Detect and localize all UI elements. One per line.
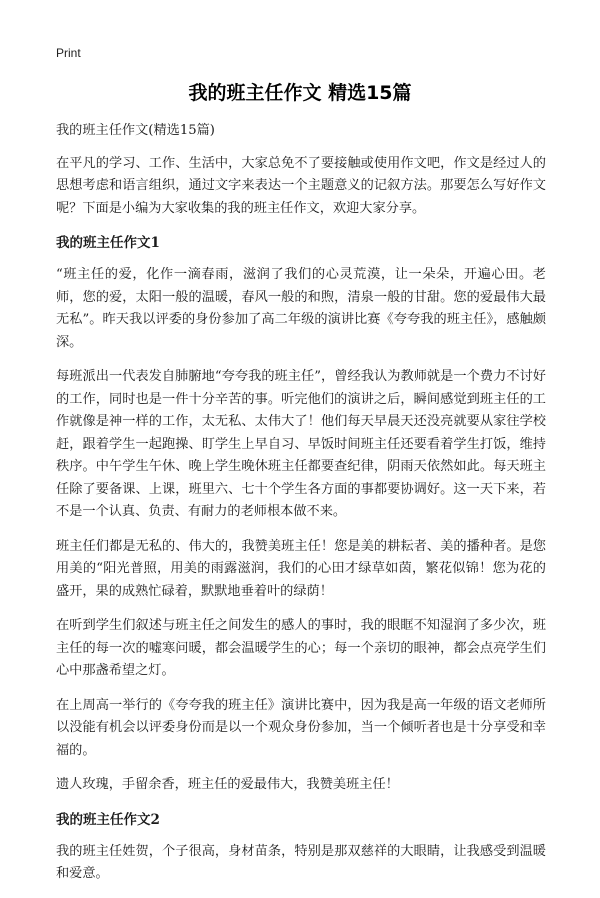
intro-paragraph: 在平凡的学习、工作、生活中，大家总免不了要接触或使用作文吧，作文是经过人的思想考虑和语言组织，通过文字来表达一个主题意义的记叙方法。那要怎么写好作文呢？下面是小编为大家收集的我的班主任作文，欢迎大家分享。 [56,155,546,216]
section-heading: 我的班主任作文2 [56,811,160,828]
article-body [56,120,546,898]
section-heading: 我的班主任作文1 [56,235,160,251]
paragraph: 我的班主任姓贺，个子很高，身材苗条，特别是那双慈祥的大眼睛，让我感受到温暖和爱意。 [56,843,546,881]
print-link[interactable]: Print [56,46,81,60]
paragraph: 在上周高一举行的《夸夸我的班主任》演讲比赛中，因为我是高一年级的语文老师所以没能有机会以评委身份而是以一个观众身份参加，当一个倾听者也是十分享受和幸福的。 [56,697,546,758]
paragraph: 每班派出一代表发自肺腑地“夸夸我的班主任”，曾经我认为教师就是一个费力不讨好的工作，同时也是一件十分辛苦的事。听完他们的演讲之后，瞬间感觉到班主任的工作就像是神一样的工作，太无私、太伟大了！他们每天早晨天还没亮就要从家往学校赶，跟着学生一起跑操、盯学生上早自习、早饭时间班主任还要看着学生打饭，维持秩序。中午学生午休、晚上学生晚休班主任都要查纪律，阴雨天依然如此。每天班主任除了要备课、上课，班里六、七十个学生各方面的事都要协调好。这一天下来，若不是一个认真、负责、有耐力的老师根本做不来。 [56,369,546,519]
paragraph: 班主任们都是无私的、伟大的，我赞美班主任！您是美的耕耘者、美的播种者。是您用美的“阳光普照，用美的雨露滋润，我们的心田才绿草如茵，繁花似锦！您为花的盛开，果的成熟忙碌着，默默地垂着叶的绿荫！ [56,538,546,599]
paragraph: 在听到学生们叙述与班主任之间发生的感人的事时，我的眼眶不知湿润了多少次，班主任的每一次的嘘寒问暖，都会温暖学生的心；每一个亲切的眼神，都会点亮学生们心中那盏希望之灯。 [56,618,546,678]
paragraph: 遗人玫瑰，手留余香，班主任的爱最伟大，我赞美班主任！ [56,777,399,792]
paragraph: “班主任的爱，化作一滴春雨，滋润了我们的心灵荒漠，让一朵朵，开遍心田。老师，您的爱，太阳一般的温暖，春风一般的和煦，清泉一般的甘甜。您的爱最伟大最无私”。昨天我以评委的身份参加了高二年级的演讲比赛《夸夸我的班主任》，感触颇深。 [56,267,546,350]
page-title: 我的班主任作文 精选15篇 [188,82,412,104]
article-subtitle: 我的班主任作文(精选15篇) [56,123,215,138]
